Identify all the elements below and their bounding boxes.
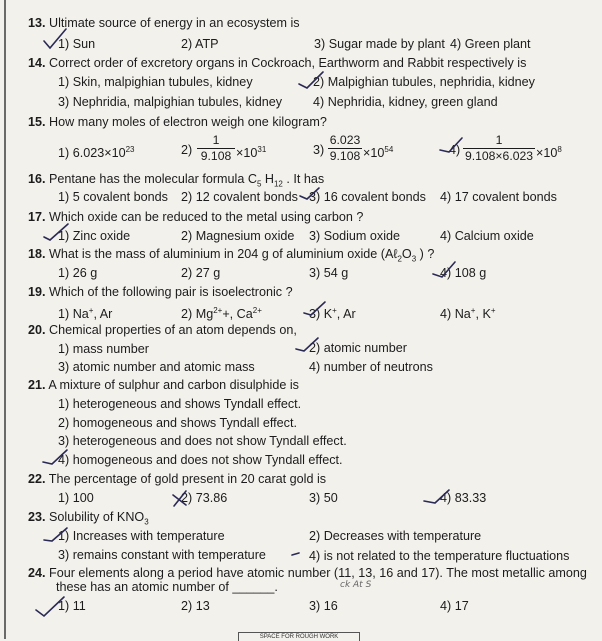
dash-mark-q23 (292, 553, 299, 555)
question-14: 14. Correct order of excretory organs in Cockroach, Earthworm and Rabbit respectively is (28, 56, 527, 70)
question-23: 23. Solubility of $KNO_3$ (28, 510, 149, 527)
question-21: 21. A mixture of sulphur and carbon disulphide is (28, 378, 299, 392)
q15-option-4-label[interactable]: 4) (449, 143, 461, 157)
q14-option-3[interactable]: 3) Nephridia, malpighian tubules, kidney (58, 95, 283, 109)
tick-icon-q21 (43, 450, 67, 464)
question-24-line-2: these has an atomic number of ______. (56, 580, 278, 594)
q18-option-4[interactable]: 4) 108 g (440, 266, 487, 280)
q13-option-4[interactable]: 4) Green plant (450, 37, 531, 51)
q24-option-3[interactable]: 3) 16 (309, 599, 338, 613)
cross-icon-q22 (173, 491, 186, 506)
q24-option-4[interactable]: 4) 17 (440, 599, 469, 613)
q16-option-4[interactable]: 4) 17 covalent bonds (440, 190, 557, 204)
question-22: 22. The percentage of gold present in 20 carat gold is (28, 472, 327, 486)
q19-option-4[interactable]: 4) Na+, K+ (440, 306, 496, 322)
q20-option-1[interactable]: 1) mass number (58, 342, 149, 356)
rough-work-footer: SPACE FOR ROUGH WORK (238, 632, 360, 641)
q17-option-4[interactable]: 4) Calcium oxide (440, 229, 534, 243)
q14-option-4[interactable]: 4) Nephridia, kidney, green gland (313, 95, 498, 109)
q23-option-3[interactable]: 3) remains constant with temperature (58, 548, 266, 562)
question-16: 16. Pentane has the molecular formula $C_5$ $H_{12}$ . It has (28, 172, 325, 189)
question-24: 24. Four elements along a period have atomic number (11, 13, 16 and 17). The most metallic among (28, 566, 587, 580)
q14-option-2[interactable]: 2) Malpighian tubules, nephridia, kidney (313, 75, 535, 89)
question-15: 15. How many moles of electron weigh one kilogram? (28, 115, 327, 129)
q19-option-1[interactable]: 1) Na+, Ar (58, 306, 113, 322)
q18-option-3[interactable]: 3) 54 g (309, 266, 349, 280)
q16-option-2[interactable]: 2) 12 covalent bonds (181, 190, 298, 204)
q21-option-4[interactable]: 4) homogeneous and does not show Tyndall effect. (58, 453, 343, 467)
q14-option-1[interactable]: 1) Skin, malpighian tubules, kidney (58, 75, 253, 89)
q13-option-3[interactable]: 3) Sugar made by plant (314, 37, 445, 51)
question-20: 20. Chemical properties of an atom depends on, (28, 323, 297, 337)
tick-icon-q23 (44, 528, 67, 541)
q22-option-4[interactable]: 4) 83.33 (440, 491, 487, 505)
q17-option-2[interactable]: 2) Magnesium oxide (181, 229, 295, 243)
q24-option-2[interactable]: 2) 13 (181, 599, 210, 613)
q23-option-4[interactable]: 4) is not related to the temperature fluctuations (309, 549, 570, 563)
q15-option-2-label[interactable]: 2) (181, 143, 193, 157)
tick-icon-q19 (304, 302, 325, 315)
question-18: 18. What is the mass of aluminium in 204 g of aluminium oxide ($A\ell_2O_3$ ) ? (28, 247, 435, 264)
q15-option-2-power: $\times 10^{31}$ (236, 145, 267, 161)
q13-option-1[interactable]: 1) Sun (58, 37, 96, 51)
tick-icon-q13 (44, 29, 66, 48)
q23-option-1[interactable]: 1) Increases with temperature (58, 529, 225, 543)
q21-option-1[interactable]: 1) heterogeneous and shows Tyndall effect. (58, 397, 302, 411)
q19-option-2[interactable]: 2) $Mg^{2+}+$, $Ca^{2+}$ (181, 306, 262, 322)
tick-icon-q24 (36, 597, 64, 616)
tick-icon-q16 (300, 188, 319, 199)
tick-icon-q15 (440, 138, 462, 152)
tick-icon-q17 (44, 224, 68, 240)
q20-option-2[interactable]: 2) atomic number (309, 341, 407, 355)
q18-option-1[interactable]: 1) 26 g (58, 266, 98, 280)
q16-option-1[interactable]: 1) 5 covalent bonds (58, 190, 168, 204)
q15-option-4-fraction: 1 9.108×6.023 (464, 133, 534, 163)
q17-option-3[interactable]: 3) Sodium oxide (309, 229, 401, 243)
q20-option-4[interactable]: 4) number of neutrons (309, 360, 433, 374)
q15-option-3-label[interactable]: 3) (313, 143, 325, 157)
question-13: 13. Ultimate source of energy in an ecosystem is (28, 16, 300, 30)
q15-option-2-fraction: 1 9.108 (197, 134, 235, 163)
q15-option-4-power: $\times 10^8$ (536, 145, 562, 161)
q24-option-1[interactable]: 1) 11 (58, 599, 86, 613)
q21-option-2[interactable]: 2) homogeneous and shows Tyndall effect. (58, 416, 297, 430)
q15-option-3-power: $\times 10^{54}$ (363, 145, 394, 161)
tick-icon-q22 (424, 490, 449, 503)
q13-option-2[interactable]: 2) ATP (181, 37, 219, 51)
tick-icon-q20 (296, 338, 318, 351)
q19-option-3[interactable]: 3) K+, Ar (309, 306, 356, 322)
q22-option-3[interactable]: 3) 50 (309, 491, 338, 505)
q20-option-3[interactable]: 3) atomic number and atomic mass (58, 360, 255, 374)
q16-option-3[interactable]: 3) 16 covalent bonds (309, 190, 426, 204)
q18-option-2[interactable]: 2) 27 g (181, 266, 221, 280)
q23-option-2[interactable]: 2) Decreases with temperature (309, 529, 482, 543)
question-19: 19. Which of the following pair is isoelectronic ? (28, 285, 293, 299)
q22-option-1[interactable]: 1) 100 (58, 491, 94, 505)
q15-option-3-fraction: 6.023 9.108 (329, 133, 361, 163)
tick-icon-q14 (299, 72, 323, 88)
q17-option-1[interactable]: 1) Zinc oxide (58, 229, 131, 243)
tick-icon-q18 (433, 262, 455, 277)
pencil-scribble: ck At S (340, 580, 372, 590)
q22-option-2[interactable]: 2) 73.86 (181, 491, 228, 505)
q15-option-1[interactable]: 1) $6.023\times 10^{23}$ (58, 145, 135, 161)
q21-option-3[interactable]: 3) heterogeneous and does not show Tyndall effect. (58, 434, 347, 448)
question-17: 17. Which oxide can be reduced to the metal using carbon ? (28, 210, 364, 224)
